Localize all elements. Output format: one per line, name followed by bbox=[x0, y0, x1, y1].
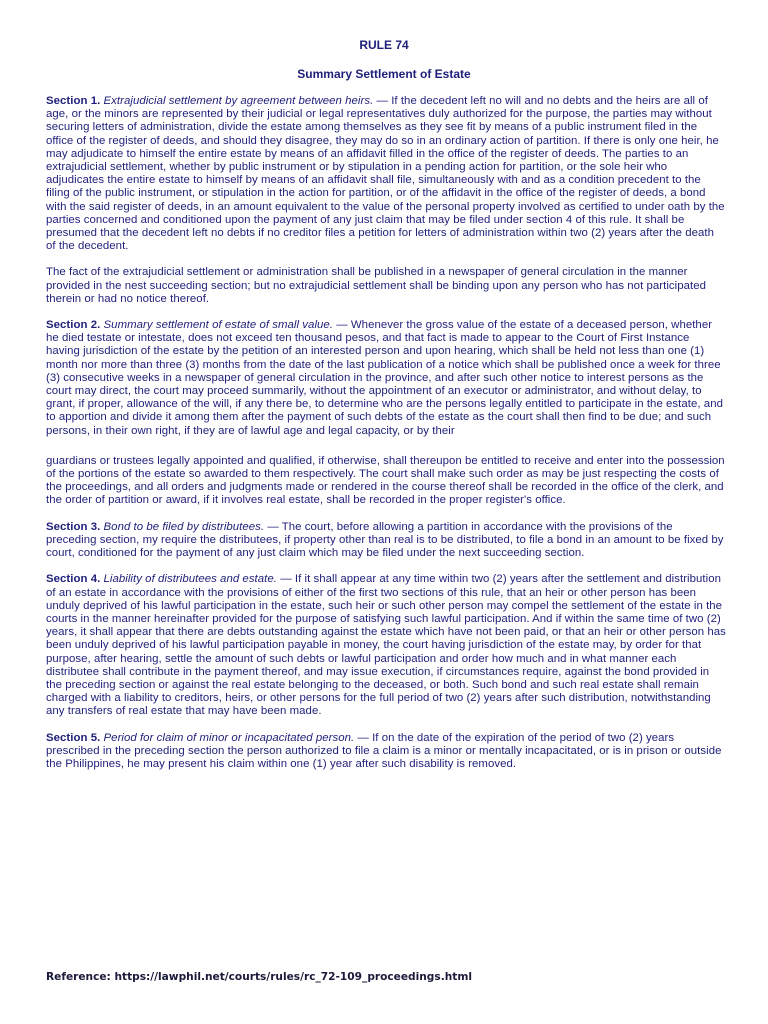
section-1-continuation-paragraph bbox=[46, 266, 726, 306]
section-1-paragraph bbox=[46, 95, 726, 253]
section-heading: Section 3. bbox=[46, 520, 101, 533]
section-text: — The court, before allowing a partition in accordance with the provisions of the preceding section, my require the distributees, if property other than real is to be distributed, to file a bond in an amount to be fixed by court, conditioned for the payment of any just claim which may be filed under the next succeeding section. bbox=[46, 520, 724, 560]
section-subtitle: Extrajudicial settlement by agreement between heirs. bbox=[103, 95, 374, 107]
document-title: Summary Settlement of Estate bbox=[297, 67, 471, 81]
section-text: — If the decedent left no will and no debts and the heirs are all of age, or the minors are represented by their judicial or legal representatives duly authorized for the purpose, the parties may without securing letters of administration, divide the estate among themselves as they see fit by means of a public instrument filed in the office of the register of deeds, and should they disagree, they may do so in an ordinary action of partition. If there is only one heir, he may adjudicate to himself the entire estate by means of an affidavit filled in the office of the register of deeds. The parties to an extrajudicial settlement, whether by public instrument or by stipulation in a pending action for partition, or the sole heir who adjudicates the entire estate to himself by means of an affidavit shall file, simultaneously with and as a condition precedent to the filing of the public instrument, or stipulation in the action for partition, or of the affidavit in the office of the register of deeds, a bond with the said register of deeds, in an amount equivalent to the value of the personal property involved as certified to under oath by the parties concerned and conditioned upon the payment of any just claim that may be filed under section 4 of this rule. It shall be presumed that the decedent left no debts if no creditor files a petition for letters of administration within two (2) years after the death of the decedent. bbox=[46, 95, 725, 253]
section-5-paragraph bbox=[46, 732, 726, 772]
section-2-continuation-paragraph bbox=[46, 455, 726, 508]
section-text: guardians or trustees legally appointed and qualified, if otherwise, shall thereupon be entitled to receive and enter into the possession of the portions of the estate so awarded to them respectively. The court shall make such order as may be just respecting the costs of the proceedings, and all orders and judgments made or rendered in the course thereof shall be recorded in the office of the clerk, and the order of partition or award, if it involves real estate, shall be recorded in the proper register's office. bbox=[46, 454, 725, 507]
section-subtitle: Bond to be filed by distributees. bbox=[103, 520, 265, 533]
section-text: — If on the date of the expiration of the period of two (2) years prescribed in the preceding section the person authorized to file a claim is a minor or mentally incapacitated, or is in prison or outside the Philippines, he may present his claim within one (1) year after such disability is removed. bbox=[46, 731, 722, 770]
section-text: The fact of the extrajudicial settlement or administration shall be published in a newspaper of general circulation in the manner provided in the nest succeeding section; but no extrajudicial settlement shall be binding upon any person who has not participated therein or had no notice thereof. bbox=[46, 266, 706, 305]
section-text: — Whenever the gross value of the estate of a deceased person, whether he died testate or intestate, does not exceed ten thousand pesos, and that fact is made to appear to the Court of First Instance having jurisdiction of the estate by the petition of an interested person and upon hearing, which shall be held not less than one (1) month nor more than three (3) months from the date of the last publication of a notice which shall be published once a week for three (3) consecutive weeks in a newspaper of general circulation in the province, and after such other notice to interest persons as the court may direct, the court may proceed summarily, without the appointment of an executor or administrator, and without delay, to grant, if proper, allowance of the will, if any there be, to determine who are the persons legally entitled to participate in the estate, and to apportion and divide it among them after the payment of such debts of the estate as the court shall then find to be due; and such persons, in their own right, if they are of lawful age and legal capacity, or by their bbox=[46, 319, 723, 437]
section-4-paragraph bbox=[46, 573, 726, 718]
section-2-paragraph bbox=[46, 319, 726, 438]
section-subtitle: Period for claim of minor or incapacitated person. bbox=[103, 731, 355, 744]
section-heading: Section 4. bbox=[46, 573, 101, 586]
section-heading: Section 1. bbox=[46, 95, 101, 107]
section-heading: Section 2. bbox=[46, 319, 101, 332]
document-body bbox=[46, 95, 726, 784]
section-text: — If it shall appear at any time within two (2) years after the settlement and distribution of an estate in accordance with the provisions of either of the first two sections of this rule, that an heir or other person has been unduly deprived of his lawful participation in the estate, such heir or such other person may compel the settlement of the estate in the courts in the manner hereinafter provided for the purpose of satisfying such lawful participation. And if within the same time of two (2) years, it shall appear that there are debts outstanding against the estate which have not been paid, or that an heir or other person has been unduly deprived of his lawful participation payable in money, the court having jurisdiction of the estate may, by order for that purpose, after hearing, settle the amount of such debts or lawful participation and order how much and in what manner each distributee shall contribute in the payment thereof, and may issue execution, if circumstances require, against the bond provided in the preceding section or against the real estate belonging to the deceased, or both. Such bond and such real estate shall remain charged with a liability to creditors, heirs, or other persons for the full period of two (2) years after such distribution, notwithstanding any transfers of real estate that may have been made. bbox=[46, 573, 726, 718]
section-subtitle: Liability of distributees and estate. bbox=[103, 573, 277, 586]
section-subtitle: Summary settlement of estate of small value. bbox=[103, 319, 334, 332]
reference-line: Reference: https://lawphil.net/courts/rules/rc_72-109_proceedings.html bbox=[46, 971, 473, 983]
rule-label: RULE 74 bbox=[359, 38, 409, 52]
section-3-paragraph bbox=[46, 521, 726, 561]
section-heading: Section 5. bbox=[46, 731, 101, 744]
